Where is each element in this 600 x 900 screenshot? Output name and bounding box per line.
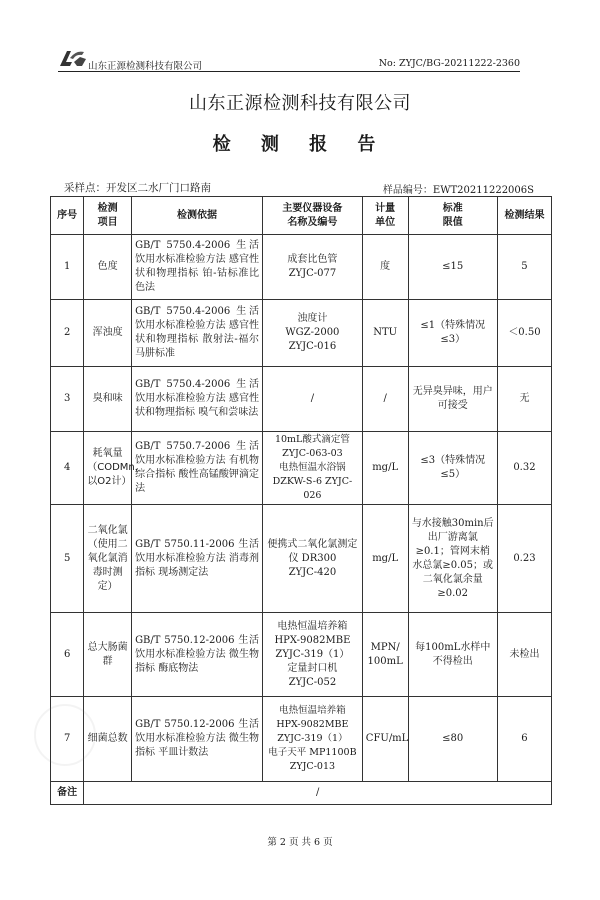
header-instrument: 主要仪器设备 名称及编号 bbox=[263, 197, 363, 235]
cell-result: 5 bbox=[497, 235, 551, 300]
table-row bbox=[51, 300, 552, 367]
cell-instrument: 10mL酸式滴定管 ZYJC-063-03 电热恒温水浴锅 DZKW-S-6 ZYJC-026 bbox=[263, 432, 363, 505]
sampling-point: 采样点：开发区二水厂门口路南 bbox=[64, 182, 211, 194]
table-row bbox=[51, 367, 552, 432]
company-logo-icon bbox=[58, 48, 92, 68]
header-result: 检测结果 bbox=[497, 197, 551, 235]
cell-instrument: / bbox=[263, 367, 363, 432]
table-row bbox=[51, 432, 552, 505]
header-seq: 序号 bbox=[51, 197, 84, 235]
report-number: No: ZYJC/BG-20211222-2360 bbox=[378, 58, 520, 69]
cell-item: 耗氧量 （CODMn， 以O2计） bbox=[84, 432, 132, 505]
table-row bbox=[51, 235, 552, 300]
cell-basis: GB/T 5750.4-2006 生活饮用水标准检验方法 感官性状和物理指标 嗅气和尝味法 bbox=[132, 367, 263, 432]
cell-unit: mg/L bbox=[362, 432, 408, 505]
cell-instrument: 便携式二氧化氯测定仪 DR300 ZYJC-420 bbox=[263, 505, 363, 613]
header-divider bbox=[58, 71, 520, 72]
remarks-value: / bbox=[84, 782, 552, 805]
cell-unit: CFU/mL bbox=[362, 697, 408, 782]
cell-result: ＜0.50 bbox=[497, 300, 551, 367]
cell-basis: GB/T 5750.4-2006 生活饮用水标准检验方法 感官性状和物理指标 散射法-福尔马肼标准 bbox=[132, 300, 263, 367]
report-title: 检 测 报 告 bbox=[212, 134, 388, 155]
cell-basis: GB/T 5750.12-2006 生活饮用水标准检验方法 微生物指标 平皿计数法 bbox=[132, 697, 263, 782]
cell-basis: GB/T 5750.12-2006 生活饮用水标准检验方法 微生物指标 酶底物法 bbox=[132, 613, 263, 697]
cell-result: 0.32 bbox=[497, 432, 551, 505]
company-title: 山东正源检测科技有限公司 bbox=[189, 93, 411, 114]
sample-number-value: EWT20211222006S bbox=[432, 185, 534, 196]
test-results-table bbox=[50, 196, 552, 805]
cell-limit: ≤1（特殊情况≤3） bbox=[408, 300, 497, 367]
remarks-row bbox=[51, 782, 552, 805]
header-limit: 标准 限值 bbox=[408, 197, 497, 235]
cell-seq: 3 bbox=[51, 367, 84, 432]
cell-unit: 度 bbox=[362, 235, 408, 300]
cell-limit: ≤80 bbox=[408, 697, 497, 782]
remarks-label: 备注 bbox=[51, 782, 84, 805]
table-row bbox=[51, 697, 552, 782]
cell-limit: 与水接触30min后出厂游离氯≥0.1；管网末梢水总氯≥0.05；或二氧化氯余量≥0.02 bbox=[408, 505, 497, 613]
cell-limit: ≤3（特殊情况≤5） bbox=[408, 432, 497, 505]
cell-instrument: 电热恒温培养箱 HPX-9082MBE ZYJC-319（1） 定量封口机 ZYJC-052 bbox=[263, 613, 363, 697]
cell-basis: GB/T 5750.7-2006 生活饮用水标准检验方法 有机物综合指标 酸性高锰酸钾滴定法 bbox=[132, 432, 263, 505]
cell-result: 未检出 bbox=[497, 613, 551, 697]
cell-limit: ≤15 bbox=[408, 235, 497, 300]
cell-limit: 每100mL水样中不得检出 bbox=[408, 613, 497, 697]
cell-unit: / bbox=[362, 367, 408, 432]
cell-seq: 5 bbox=[51, 505, 84, 613]
cell-item: 臭和味 bbox=[84, 367, 132, 432]
cell-basis: GB/T 5750.11-2006 生活饮用水标准检验方法 消毒剂指标 现场测定法 bbox=[132, 505, 263, 613]
cell-item: 总大肠菌群 bbox=[84, 613, 132, 697]
cell-item: 浑浊度 bbox=[84, 300, 132, 367]
cell-seq: 1 bbox=[51, 235, 84, 300]
cell-seq: 2 bbox=[51, 300, 84, 367]
cell-unit: MPN/ 100mL bbox=[362, 613, 408, 697]
cell-instrument: 成套比色管 ZYJC-077 bbox=[263, 235, 363, 300]
cell-result: 6 bbox=[497, 697, 551, 782]
page-number: 第 2 页 共 6 页 bbox=[267, 837, 333, 848]
cell-item: 二氧化氯 （使用二 氧化氯消 毒时测 定） bbox=[84, 505, 132, 613]
header-company-name: 山东正源检测科技有限公司 bbox=[88, 61, 203, 72]
faint-stamp-icon bbox=[30, 700, 100, 770]
cell-seq: 6 bbox=[51, 613, 84, 697]
cell-seq: 4 bbox=[51, 432, 84, 505]
table-row bbox=[51, 613, 552, 697]
cell-limit: 无异臭异味，用户可接受 bbox=[408, 367, 497, 432]
header-basis: 检测依据 bbox=[132, 197, 263, 235]
cell-seq: 7 bbox=[51, 697, 84, 782]
page-header bbox=[58, 44, 520, 70]
table-row bbox=[51, 505, 552, 613]
cell-item: 色度 bbox=[84, 235, 132, 300]
cell-basis: GB/T 5750.4-2006 生活饮用水标准检验方法 感官性状和物理指标 铂-钴标准比色法 bbox=[132, 235, 263, 300]
header-item: 检测 项目 bbox=[84, 197, 132, 235]
header-unit: 计量 单位 bbox=[362, 197, 408, 235]
cell-instrument: 浊度计 WGZ-2000 ZYJC-016 bbox=[263, 300, 363, 367]
cell-item: 细菌总数 bbox=[84, 697, 132, 782]
sample-number-label: 样品编号： bbox=[382, 185, 433, 196]
cell-unit: mg/L bbox=[362, 505, 408, 613]
sample-number bbox=[383, 181, 534, 196]
cell-instrument: 电热恒温培养箱 HPX-9082MBE ZYJC-319（1） 电子天平 MP1100B ZYJC-013 bbox=[263, 697, 363, 782]
cell-result: 无 bbox=[497, 367, 551, 432]
table-header-row bbox=[51, 197, 552, 235]
cell-unit: NTU bbox=[362, 300, 408, 367]
cell-result: 0.23 bbox=[497, 505, 551, 613]
